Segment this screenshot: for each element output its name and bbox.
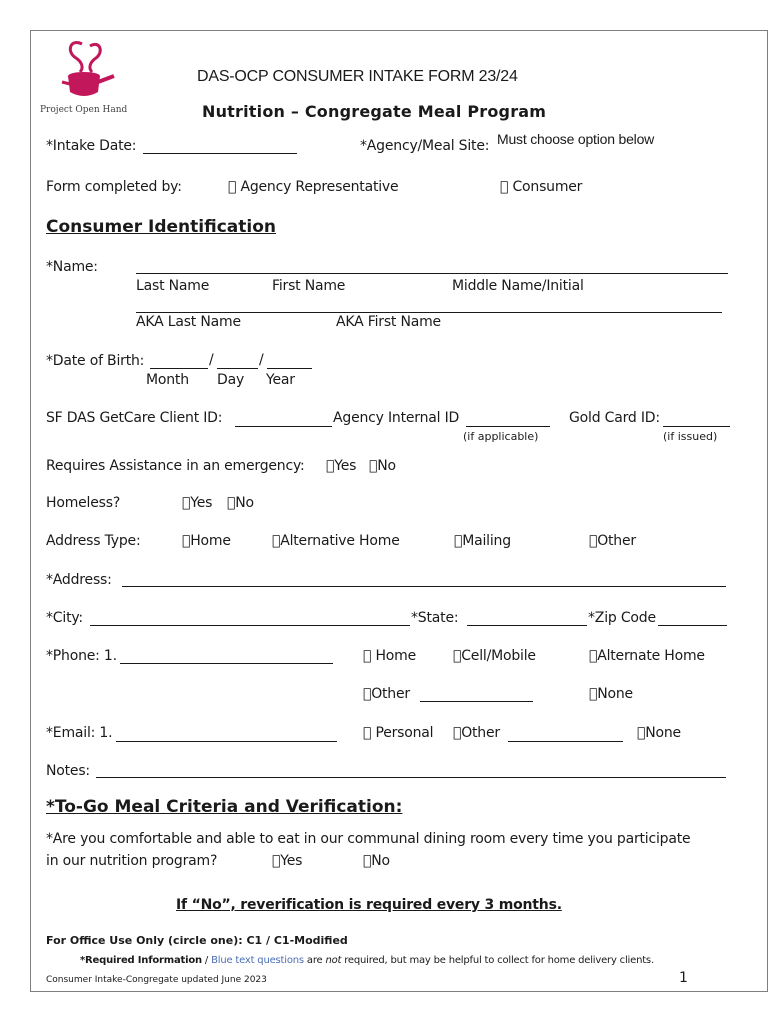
logo-text: Project Open Hand: [40, 105, 128, 115]
emergency-label: Requires Assistance in an emergency:: [46, 458, 305, 474]
togo-no-checkbox[interactable]:  No: [363, 853, 390, 869]
address-other-checkbox[interactable]:  Other: [589, 533, 636, 549]
email-other-checkbox[interactable]:  Other: [453, 725, 500, 741]
email-label: *Email: 1.: [46, 725, 113, 741]
address-field[interactable]: [122, 586, 726, 587]
getcare-id-field[interactable]: [235, 426, 332, 427]
email-none-checkbox[interactable]:  None: [637, 725, 681, 741]
consumer-checkbox[interactable]:   Consumer: [500, 179, 583, 195]
phone-alternate-home-checkbox[interactable]:  Alternate Home: [589, 648, 705, 664]
homeless-label: Homeless?: [46, 495, 121, 511]
togo-heading: [46, 797, 402, 817]
email-other-field[interactable]: [508, 741, 623, 742]
dob-label: *Date of Birth:: [46, 353, 145, 369]
day-caption: Day: [217, 372, 245, 388]
agency-site-label: *Agency/Meal Site:: [360, 138, 490, 154]
zip-code-label: *Zip Code: [588, 610, 656, 626]
required-info-are: are: [303, 955, 326, 966]
middle-name-caption: Middle Name/Initial: [452, 278, 584, 294]
required-info-sep: /: [201, 955, 212, 966]
email-field[interactable]: [116, 741, 337, 742]
city-label: *City:: [46, 610, 83, 626]
gold-card-id-label: Gold Card ID:: [569, 410, 660, 426]
togo-question-line2: in our nutrition program?: [46, 853, 218, 869]
form-page: [30, 30, 768, 992]
address-type-label: Address Type:: [46, 533, 141, 549]
address-alternative-home-checkbox[interactable]:  Alternative Home: [272, 533, 400, 549]
phone-home-checkbox[interactable]:   Home: [363, 648, 416, 664]
dob-month-field[interactable]: [150, 368, 208, 369]
state-field[interactable]: [467, 625, 587, 626]
project-open-hand-logo: [40, 38, 130, 122]
name-field[interactable]: [136, 273, 728, 274]
city-field[interactable]: [90, 625, 410, 626]
homeless-no-checkbox[interactable]:  No: [227, 495, 254, 511]
emergency-yes-checkbox[interactable]:  Yes: [326, 458, 357, 474]
getcare-id-label: SF DAS GetCare Client ID:: [46, 410, 223, 426]
name-label: *Name:: [46, 259, 98, 275]
address-label: *Address:: [46, 572, 112, 588]
phone-other-field[interactable]: [420, 701, 533, 702]
office-use-note: For Office Use Only (circle one): C1 / C1-Modified: [46, 934, 348, 947]
aka-first-name-caption: AKA First Name: [336, 314, 441, 330]
notes-field[interactable]: [96, 777, 726, 778]
homeless-yes-checkbox[interactable]:  Yes: [182, 495, 213, 511]
last-name-caption: Last Name: [136, 278, 210, 294]
dob-day-field[interactable]: [217, 368, 258, 369]
required-info-bold: *Required Information: [80, 955, 202, 966]
phone-label: *Phone: 1.: [46, 648, 117, 664]
togo-heading-text: *To-Go Meal Criteria and Verification:: [46, 797, 403, 817]
dob-separator: /: [209, 352, 214, 368]
dob-separator: /: [259, 352, 264, 368]
phone-field[interactable]: [120, 663, 333, 664]
dob-year-field[interactable]: [267, 368, 312, 369]
required-info-note: [80, 955, 654, 966]
required-info-not: not: [325, 955, 342, 966]
address-home-checkbox[interactable]:  Home: [182, 533, 231, 549]
first-name-caption: First Name: [272, 278, 346, 294]
phone-other-checkbox[interactable]:  Other: [363, 686, 410, 702]
aka-last-name-caption: AKA Last Name: [136, 314, 241, 330]
aka-name-field[interactable]: [136, 312, 722, 313]
required-info-blue: Blue text questions: [211, 955, 304, 966]
intake-date-label: *Intake Date:: [46, 138, 137, 154]
reverification-note: If “No”, reverification is required every 3 months.: [176, 897, 562, 913]
zip-code-field[interactable]: [658, 625, 727, 626]
agency-internal-id-field[interactable]: [466, 426, 550, 427]
form-title: DAS-OCP CONSUMER INTAKE FORM 23/24: [197, 68, 518, 85]
agency-site-value[interactable]: Must choose option below: [497, 131, 655, 147]
page-number: 1: [679, 970, 688, 986]
agency-id-note: (if applicable): [463, 430, 539, 443]
required-info-rest: required, but may be helpful to collect for home delivery clients.: [341, 955, 654, 966]
email-personal-checkbox[interactable]:   Personal: [363, 725, 434, 741]
address-mailing-checkbox[interactable]:  Mailing: [454, 533, 511, 549]
updated-note: Consumer Intake-Congregate updated June 2023: [46, 975, 267, 985]
month-caption: Month: [146, 372, 189, 388]
state-label: *State:: [411, 610, 459, 626]
year-caption: Year: [266, 372, 295, 388]
phone-none-checkbox[interactable]:  None: [589, 686, 633, 702]
agency-internal-id-label: Agency Internal ID: [333, 410, 460, 426]
intake-date-field[interactable]: [143, 153, 297, 154]
emergency-no-checkbox[interactable]:  No: [369, 458, 396, 474]
agency-representative-checkbox[interactable]:   Agency Representative: [228, 179, 399, 195]
form-subtitle: Nutrition – Congregate Meal Program: [202, 102, 547, 121]
notes-label: Notes:: [46, 763, 90, 779]
consumer-identification-heading: Consumer Identification: [46, 217, 276, 237]
phone-cell-checkbox[interactable]:  Cell/Mobile: [453, 648, 536, 664]
gold-card-id-field[interactable]: [663, 426, 730, 427]
togo-question-line1: *Are you comfortable and able to eat in our communal dining room every time you participate: [46, 831, 691, 847]
gold-card-note: (if issued): [663, 430, 718, 443]
completed-by-label: Form completed by:: [46, 179, 182, 195]
togo-yes-checkbox[interactable]:  Yes: [272, 853, 303, 869]
